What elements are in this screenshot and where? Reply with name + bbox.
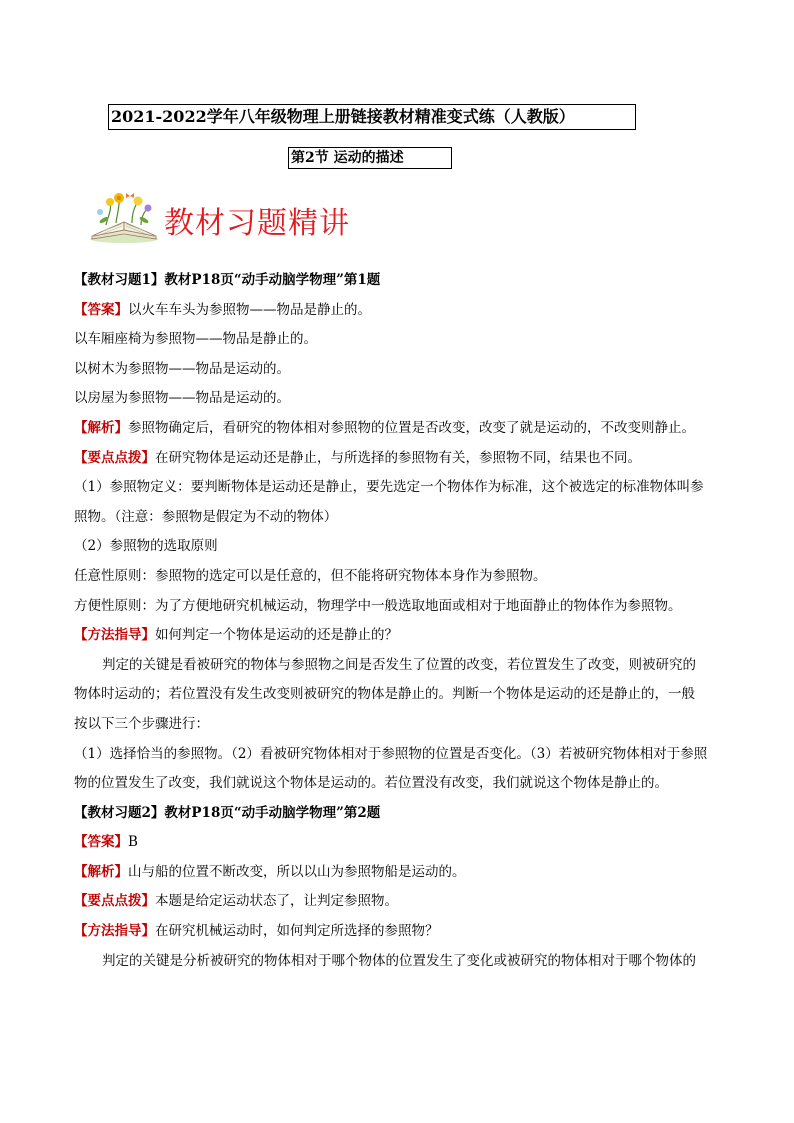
section-banner: [86, 192, 356, 244]
book-flowers-icon: [86, 192, 162, 244]
q1-def-line: 照物。（注意：参照物是假定为不动的物体）: [74, 508, 338, 525]
document-body: [74, 266, 730, 976]
q1-answer: [74, 296, 730, 326]
answer-tag: 【答案】: [74, 834, 128, 851]
q1-method: [74, 621, 730, 651]
q2-method-line: 判定的关键是分析被研究的物体相对于哪个物体的位置发生了变化或被研究的物体相对于哪个物体的: [102, 952, 696, 969]
q1-answer-line: 以树木为参照物——物品是运动的。: [74, 360, 290, 377]
keypoint-text: 在研究物体是运动还是静止，与所选择的参照物有关，参照物不同，结果也不同。: [155, 449, 641, 466]
q1-answer-line: 以房屋为参照物——物品是运动的。: [74, 390, 290, 407]
q1-def-line: （2）参照物的选取原则: [74, 538, 218, 555]
q1-method-line: 判定的关键是看被研究的物体与参照物之间是否发生了位置的改变，若位置发生了改变，则被研究的: [102, 656, 696, 673]
answer-tag: 【答案】: [74, 301, 128, 318]
q1-keypoint: [74, 444, 730, 474]
q2-analysis: [74, 858, 730, 888]
q2-keypoint: [74, 887, 730, 917]
q1-method-line: 按以下三个步骤进行：: [74, 715, 209, 732]
answer-text: 以火车车头为参照物——物品是静止的。: [128, 301, 371, 318]
q2-method: [74, 917, 730, 947]
method-tag: 【方法指导】: [74, 627, 155, 644]
q2-heading: 【教材习题2】教材P18页“动手动脑学物理”第2题: [74, 804, 381, 821]
section-title: 第2节 运动的描述: [288, 147, 452, 169]
method-tag: 【方法指导】: [74, 923, 155, 940]
analysis-text: 山与船的位置不断改变，所以以山为参照物船是运动的。: [128, 863, 466, 880]
q1-def-line: 任意性原则：参照物的选定可以是任意的，但不能将研究物体本身作为参照物。: [74, 567, 547, 584]
keypoint-tag: 【要点点拨】: [74, 449, 155, 466]
q1-answer-line: 以车厢座椅为参照物——物品是静止的。: [74, 331, 317, 348]
analysis-tag: 【解析】: [74, 419, 128, 436]
answer-text: B: [128, 834, 138, 851]
q1-method-line: （1）选择恰当的参照物。（2）看被研究物体相对于参照物的位置是否变化。（3）若被研究物体相对于参照: [74, 745, 708, 762]
banner-title: 教材习题精讲: [164, 206, 350, 241]
keypoint-tag: 【要点点拨】: [74, 893, 155, 910]
method-text: 在研究机械运动时，如何判定所选择的参照物？: [155, 923, 439, 940]
analysis-text: 参照物确定后，看研究的物体相对参照物的位置是否改变，改变了就是运动的，不改变则静止。: [128, 419, 695, 436]
q1-heading: 【教材习题1】教材P18页“动手动脑学物理”第1题: [74, 272, 381, 288]
q1-def-line: （1）参照物定义：要判断物体是运动还是静止，要先选定一个物体作为标准，这个被选定的标准物体叫参: [74, 479, 704, 496]
keypoint-text: 本题是给定运动状态了，让判定参照物。: [155, 893, 398, 910]
document-title: 2021-2022学年八年级物理上册链接教材精准变式练（人教版）: [108, 104, 636, 130]
q1-def-line: 方便性原则：为了方便地研究机械运动，物理学中一般选取地面或相对于地面静止的物体作为参照物。: [74, 597, 682, 614]
q1-analysis: [74, 414, 730, 444]
q1-method-line: 物体时运动的；若位置没有发生改变则被研究的物体是静止的。判断一个物体是运动的还是静止的，一般: [74, 686, 695, 703]
q2-answer: [74, 828, 730, 858]
analysis-tag: 【解析】: [74, 863, 128, 880]
q1-method-line: 物的位置发生了改变，我们就说这个物体是运动的。若位置没有改变，我们就说这个物体是静止的。: [74, 775, 668, 792]
method-text: 如何判定一个物体是运动的还是静止的？: [155, 627, 398, 644]
